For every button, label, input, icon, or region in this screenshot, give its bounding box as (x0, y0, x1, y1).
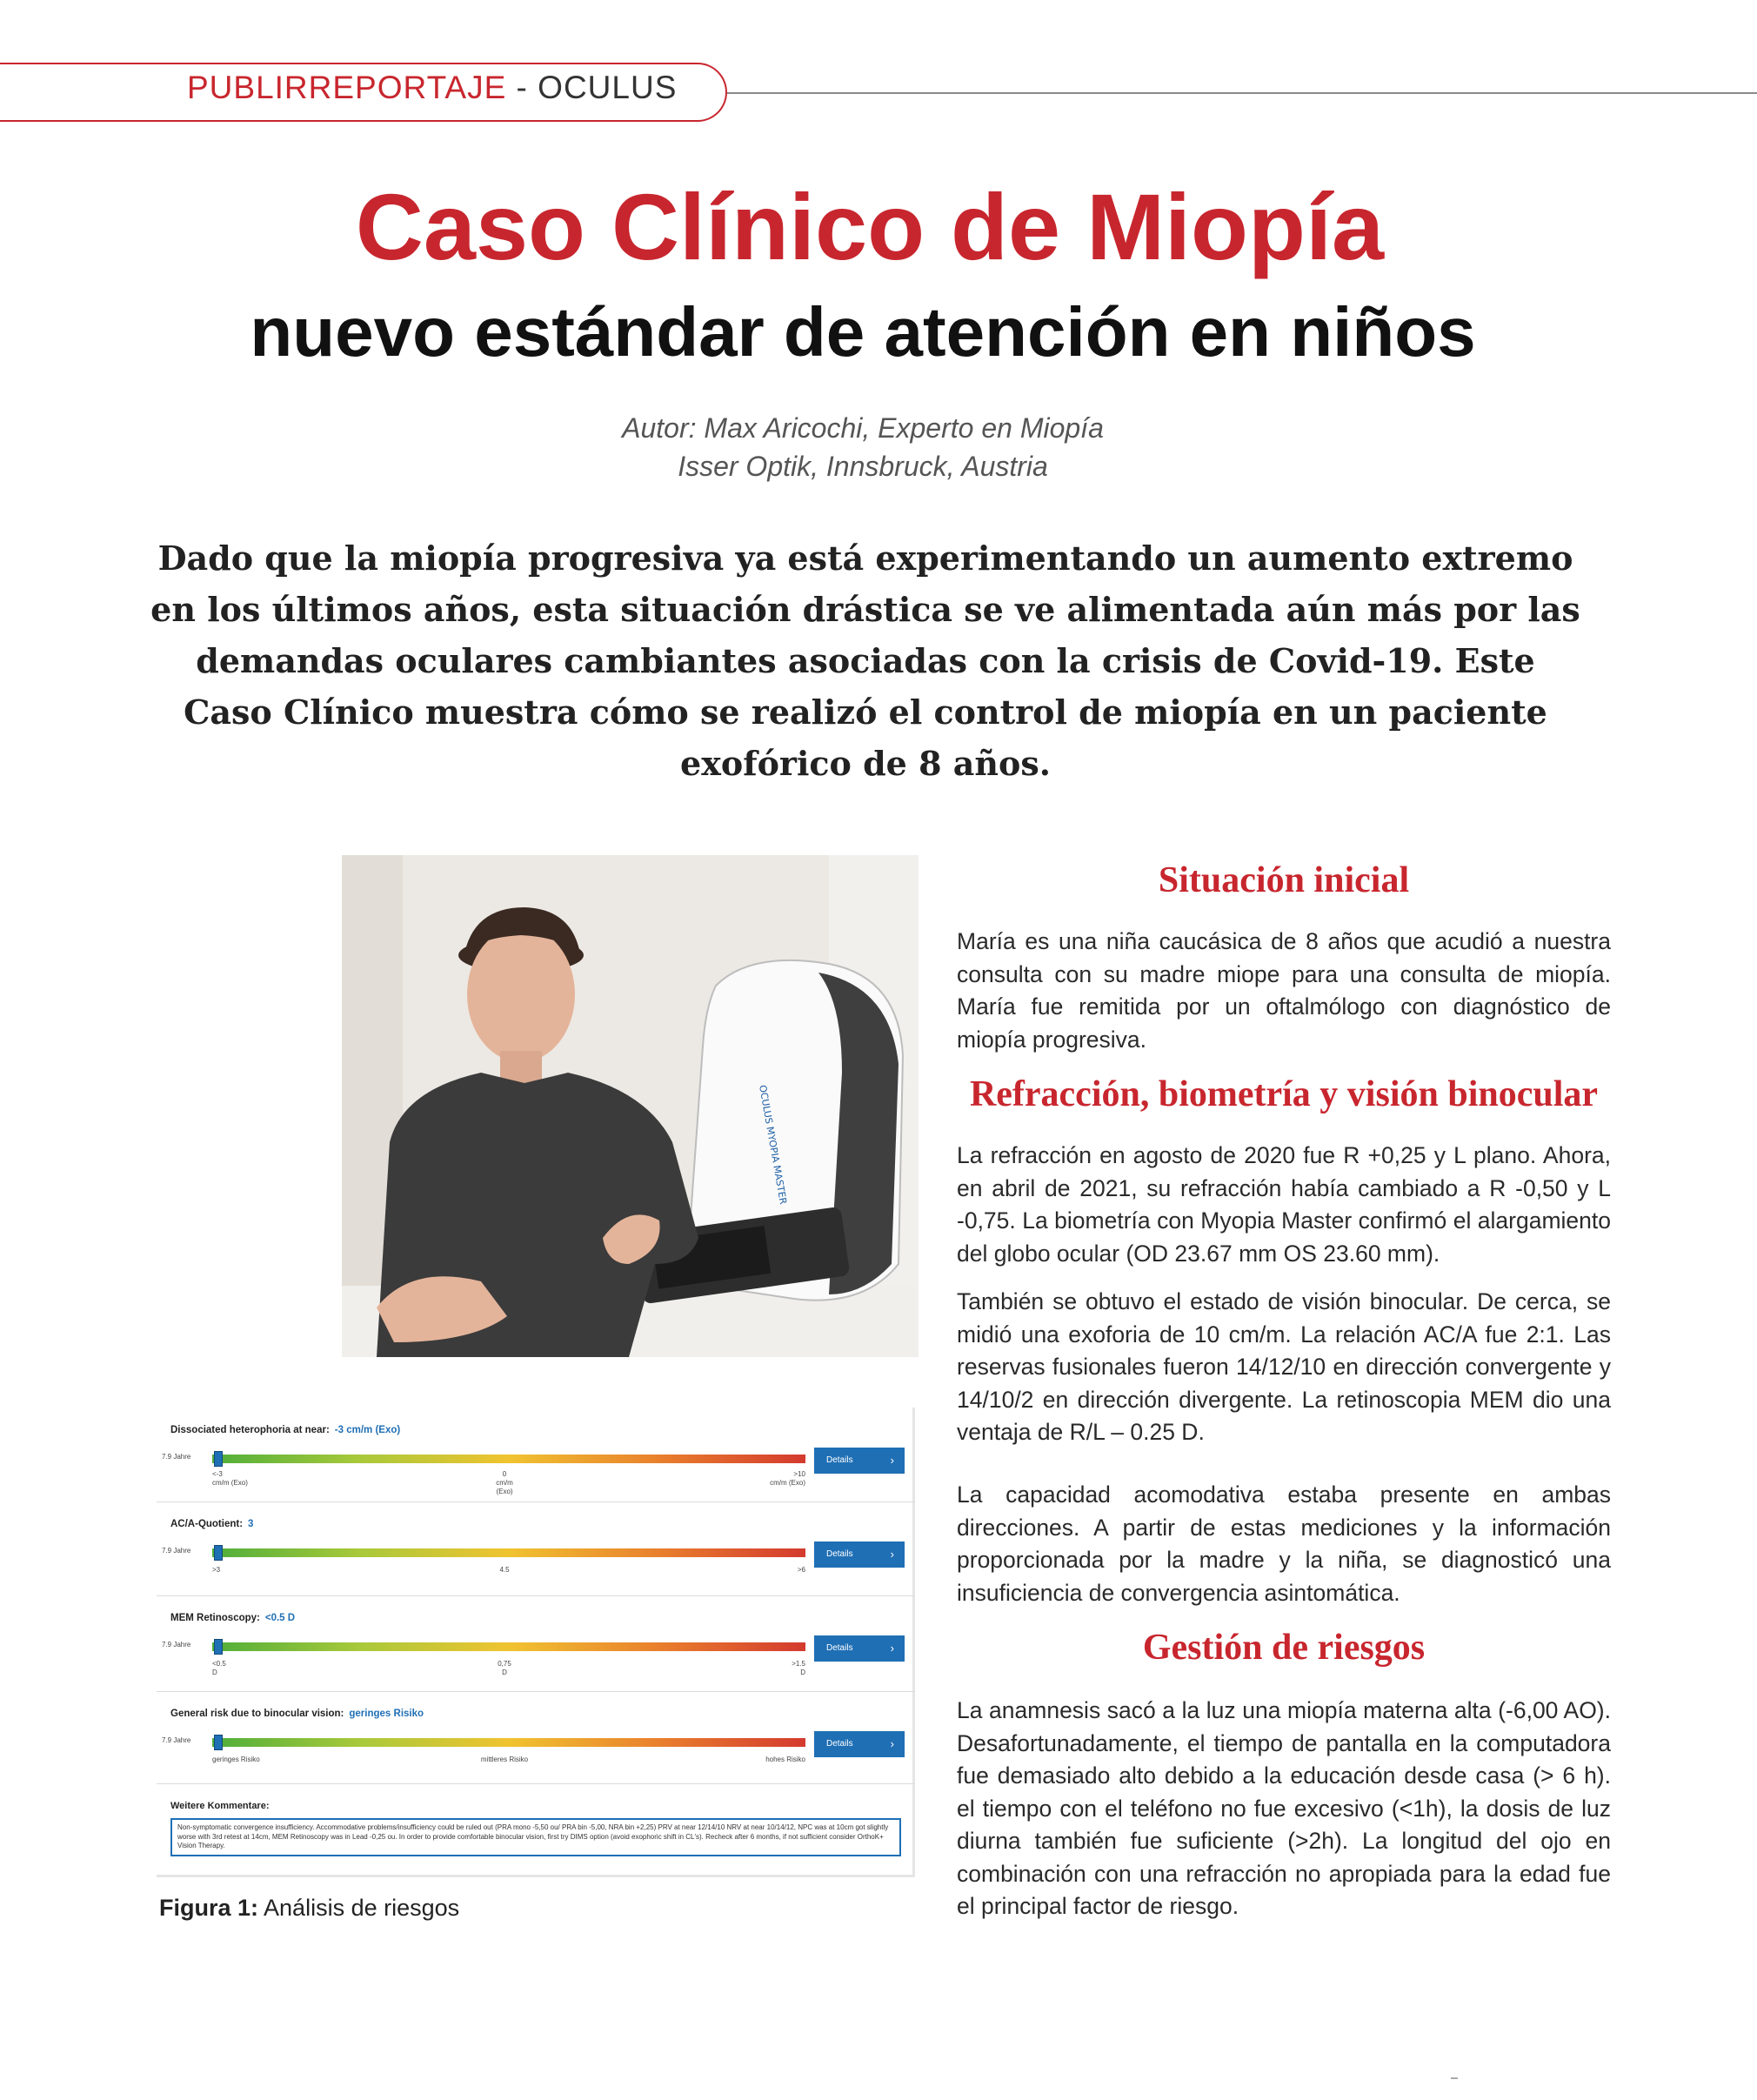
tick-label: >3 (212, 1566, 221, 1574)
affiliation-line: Isser Optik, Innsbruck, Austria (678, 451, 1048, 482)
header-rule (727, 92, 1757, 94)
header-label (187, 70, 677, 106)
tick-label: mittleres Risiko (480, 1756, 529, 1763)
header-brand: OCULUS (538, 70, 678, 105)
author-line: Autor: Max Aricochi, Experto en Miopía (622, 412, 1104, 444)
age-label: 7.9 Jahre (162, 1547, 191, 1555)
photo-illustration (342, 855, 919, 1357)
tick-label: hohes Risiko (765, 1756, 805, 1763)
paragraph: La capacidad acomodativa estaba presente en ambas direcciones. A partir de estas mediciones y la información proporcionada por la madre y la niña, se diagnosticó una insuficiencia de convergencia asintomática. (957, 1481, 1611, 1606)
page-title: Caso Clínico de Miopía (355, 174, 1385, 279)
tick-label: 0 cm/m (Exo) (496, 1470, 513, 1495)
risk-marker[interactable] (214, 1639, 223, 1655)
risk-section-title: MEM Retinoscopy: <0.5 D (170, 1613, 296, 1623)
paragraph: También se obtuvo el estado de visión binocular. De cerca, se midió una exoforia de 10 cm/m. La relación AC/A fue 2:1. Las reservas fusionales fueron 14/12/10 en dirección convergente y 14/10/2 en dirección divergente. La retinoscopia MEM dio una ventaja de R/L – 0.25 D. (957, 1288, 1611, 1445)
page-mark (1451, 2077, 1458, 2079)
tick-label: >1.5 D (792, 1660, 805, 1676)
tick-label: >6 (797, 1566, 805, 1574)
tick-label: 4.5 (499, 1566, 510, 1574)
details-button[interactable]: Details › (814, 1731, 905, 1757)
tick-label: geringes Risiko (212, 1756, 260, 1763)
heading-refraccion: Refracción, biometría y visión binocular (969, 1074, 1599, 1114)
chevron-right-icon: › (890, 1737, 894, 1750)
paragraph: María es una niña caucásica de 8 años que acudió a nuestra consulta con su madre miope para una consulta de miopía. María fue remitida por un oftalmólogo con diagnóstico de miopía progresiva. (957, 928, 1611, 1053)
risk-marker[interactable] (214, 1735, 223, 1750)
risk-gradient-bar (212, 1548, 805, 1557)
details-button[interactable]: Details › (814, 1542, 905, 1568)
divider (157, 1783, 915, 1784)
tick-label: 0,75 D (498, 1660, 511, 1676)
age-label: 7.9 Jahre (162, 1641, 191, 1649)
risk-gradient-bar (212, 1642, 805, 1651)
chevron-right-icon: › (890, 1548, 894, 1561)
chevron-right-icon: › (890, 1642, 894, 1655)
risk-section-title: Dissociated heterophoria at near: -3 cm/m (Exo) (170, 1425, 401, 1435)
risk-section-title: General risk due to binocular vision: geringes Risiko (170, 1709, 424, 1719)
figure-caption (159, 1895, 459, 1922)
risk-marker[interactable] (214, 1545, 223, 1561)
tick-label: <0.5 D (212, 1660, 226, 1676)
header-section: PUBLIRREPORTAJE (187, 70, 507, 105)
risk-marker[interactable] (214, 1451, 223, 1467)
risk-analysis-figure (157, 1408, 915, 1877)
divider (157, 1501, 915, 1502)
risk-gradient-bar (212, 1738, 805, 1747)
tick-label: >10 cm/m (Exo) (770, 1470, 805, 1487)
divider (157, 1595, 915, 1596)
paragraph: La refracción en agosto de 2020 fue R +0,25 y L plano. Ahora, en abril de 2021, su refracción había cambiado a R -0,50 y L -0,75. La biometría con Myopia Master confirmó el alargamiento del globo ocular (OD 23.67 mm OS 23.60 mm). (957, 1142, 1611, 1267)
details-button[interactable]: Details › (814, 1635, 905, 1662)
header-separator: - (506, 70, 538, 105)
divider (157, 1691, 915, 1692)
paragraph: La anamnesis sacó a la luz una miopía materna alta (-6,00 AO). Desafortunadamente, el tiempo de pantalla en la computadora fue demasiado alto debido a la educación desde casa (> 6 h). el tiempo con el teléfono no fue excesivo (<1h), la dosis de luz diurna también fue suficiente (>2h). La longitud del ojo en combinación con una refracción no apropiada para la edad fue el principal factor de riesgo. (957, 1697, 1611, 1919)
chevron-right-icon: › (890, 1454, 894, 1467)
risk-gradient-bar (212, 1455, 805, 1463)
caption-label: Figura 1: (159, 1895, 259, 1921)
heading-gestion-riesgos: Gestión de riesgos (1142, 1628, 1426, 1668)
comments-textarea[interactable]: Non-symptomatic convergence insufficiency. Accommodative problems/insufficiency could be ruled out (PRA mono -5,50 ou/ PRA bin -5,00, NRA bin +2,25) PRV at near 12/14/10 NRV at near 10/14/12, NPC was at 10cm got slightly worse with 3rd retest at 14cm, MEM Retinoscopy was in Lead -0,25 ou. In order to provide comfortable binocular vision, first try DIMS option (avoid exophoric shift in CL's). Recheck after 6 months, if not sufficient consider OrthoK+ Vision Therapy. (170, 1818, 901, 1856)
tick-label: <-3 cm/m (Exo) (212, 1470, 248, 1487)
page-subtitle: nuevo estándar de atención en niños (250, 293, 1476, 371)
caption-text: Análisis de riesgos (258, 1895, 460, 1921)
age-label: 7.9 Jahre (162, 1453, 191, 1461)
age-label: 7.9 Jahre (162, 1736, 191, 1744)
author-photo (342, 855, 919, 1357)
heading-situacion-inicial: Situación inicial (1158, 860, 1410, 900)
risk-section-title: AC/A-Quotient: 3 (170, 1519, 254, 1529)
device-label: OCULUS MYOPIA MASTER (757, 1084, 789, 1206)
lead-paragraph: Dado que la miopía progresiva ya está experimentando un aumento extremo en los últimos años, esta situación drástica se ve alimentada aún más por las demandas oculares cambiantes asociadas con la crisis de Covid-19. Este Caso Clínico muestra cómo se realizó el control de miopía en un paciente exofórico de 8 años. (150, 538, 1580, 783)
comments-title: Weitere Kommentare: (170, 1801, 270, 1811)
details-button[interactable]: Details › (814, 1448, 905, 1474)
